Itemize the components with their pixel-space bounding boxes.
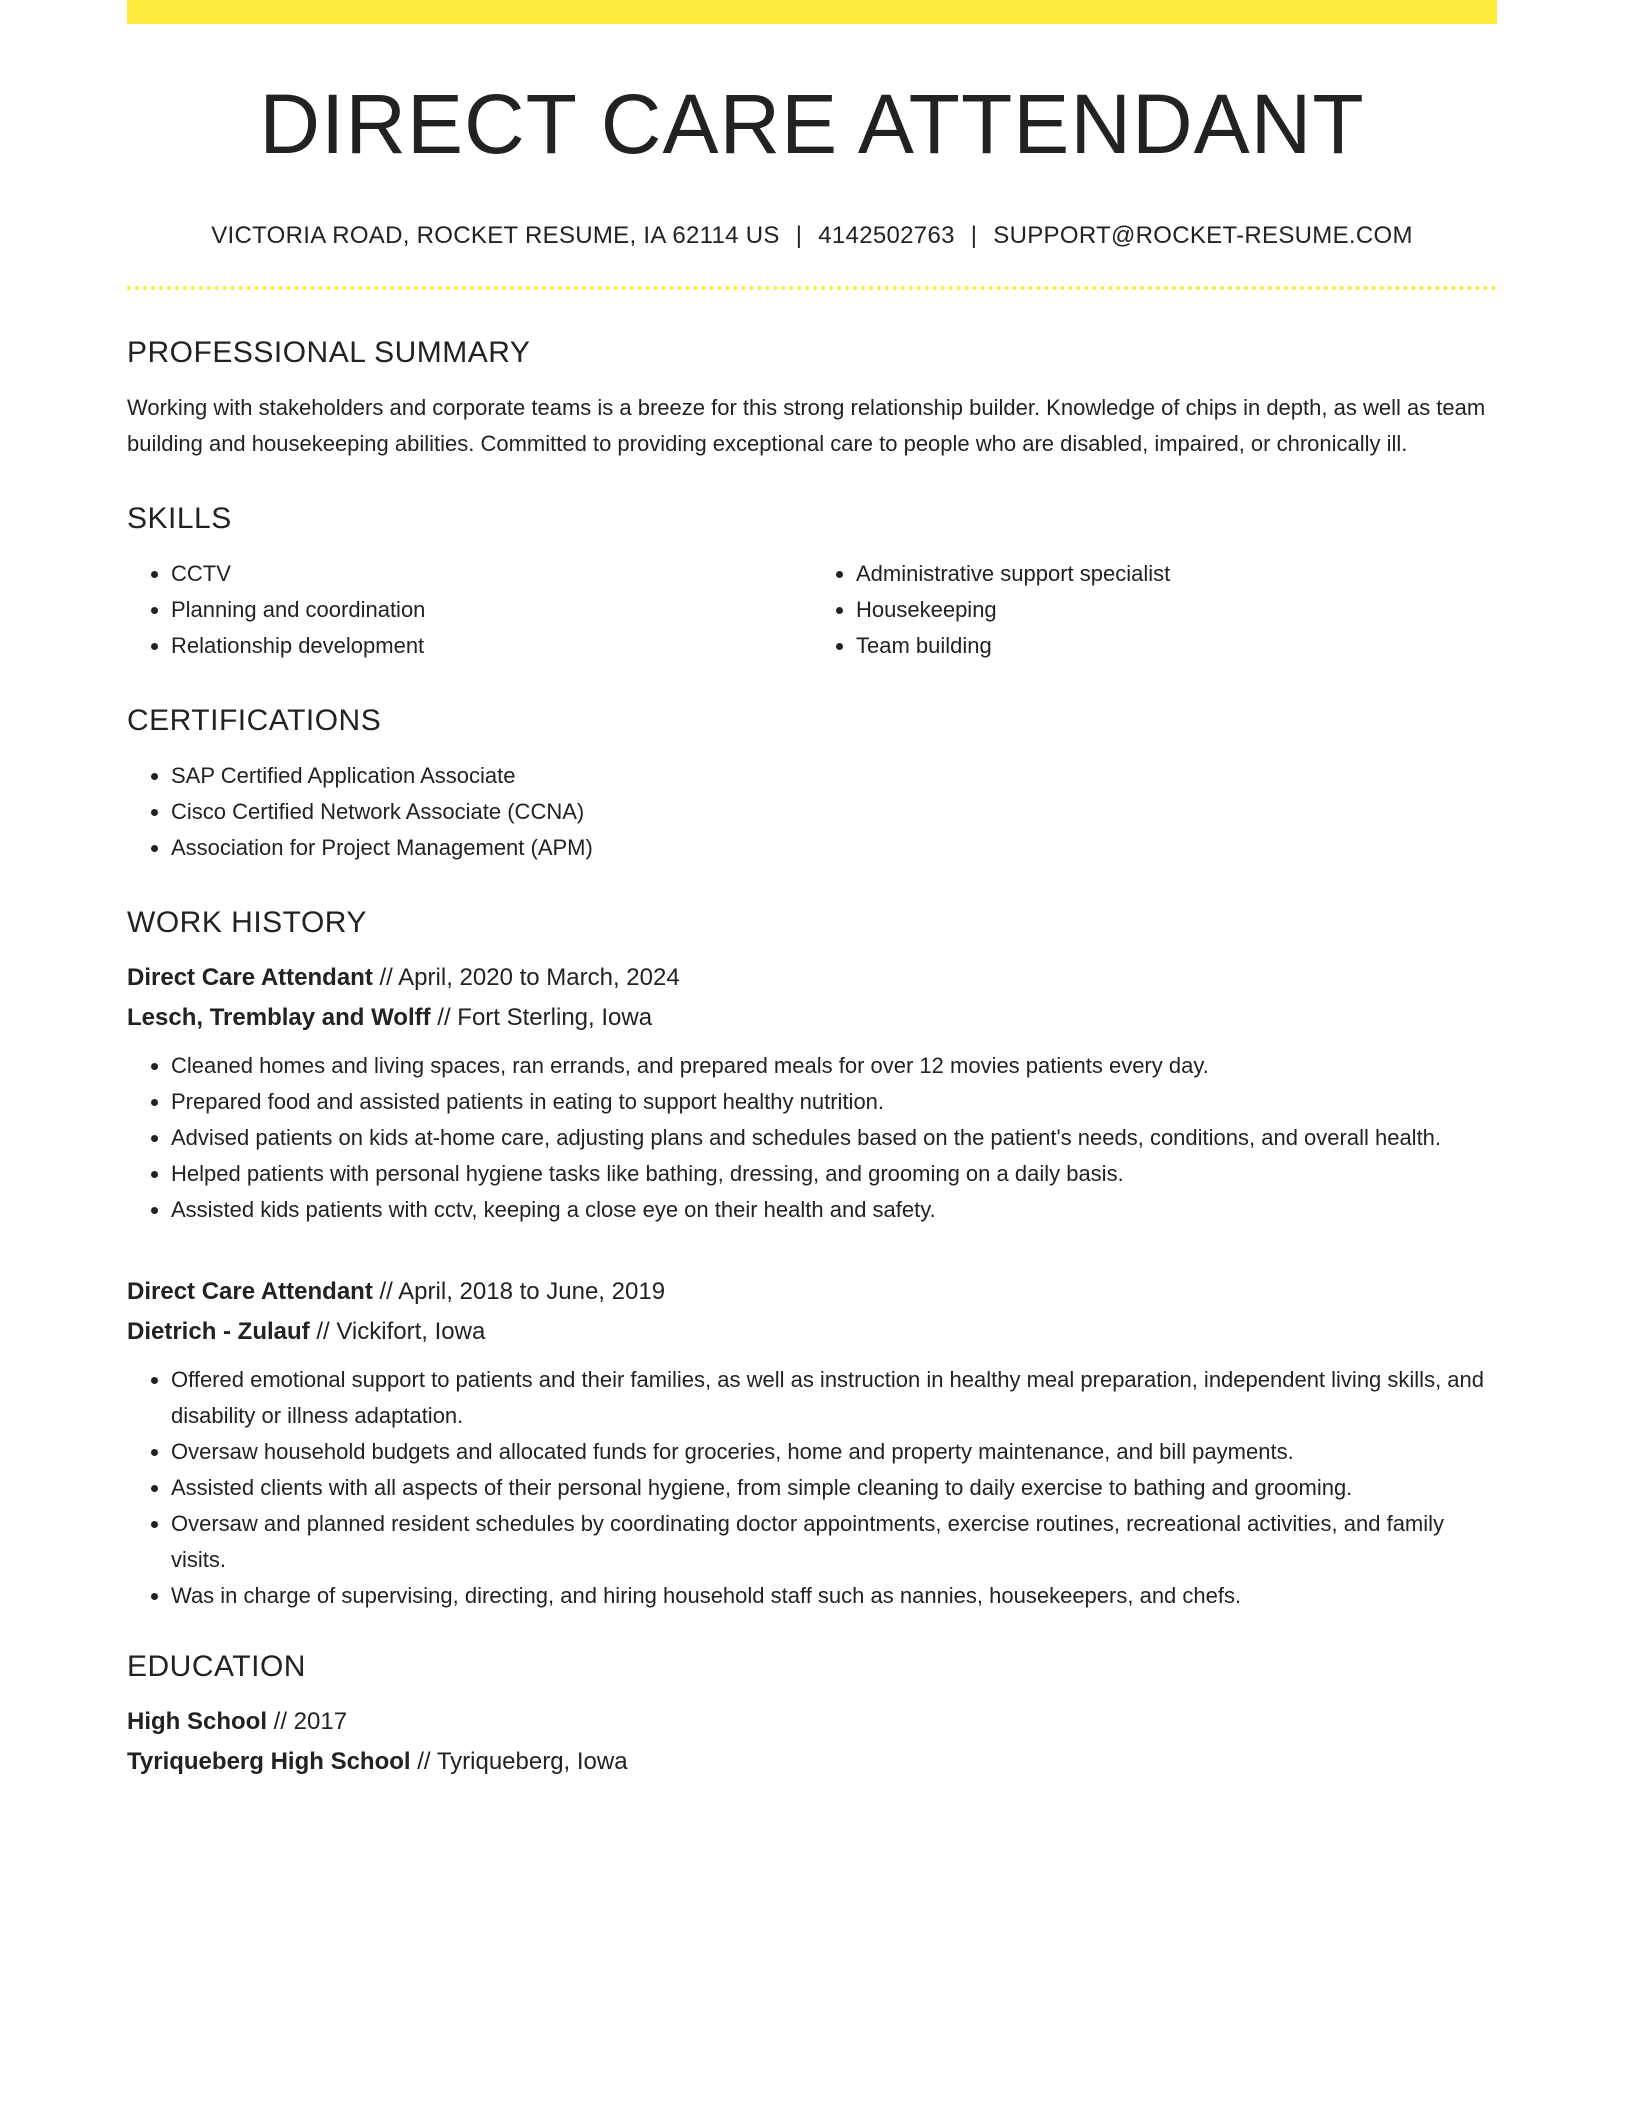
contact-address: VICTORIA ROAD, ROCKET RESUME, IA 62114 US xyxy=(211,222,780,250)
skill-item: • Housekeeping xyxy=(856,592,1497,628)
job-company: Lesch, Tremblay and Wolff xyxy=(127,1004,431,1032)
skills-section xyxy=(127,502,1497,664)
job-title-line xyxy=(127,958,1497,998)
skills-list-left xyxy=(127,556,812,664)
education-location: // Tyriqueberg, Iowa xyxy=(410,1748,628,1776)
job-company-line xyxy=(127,1312,1497,1352)
job-bullet: • Offered emotional support to patients and their families, as well as instruction in healthy meal preparation, independent living skills, and disability or illness adaptation. xyxy=(171,1362,1497,1434)
summary-heading: PROFESSIONAL SUMMARY xyxy=(127,336,531,370)
certification-item: • Cisco Certified Network Associate (CCNA) xyxy=(171,794,1497,830)
work-history-heading: WORK HISTORY xyxy=(127,906,367,940)
contact-phone: 4142502763 xyxy=(818,222,955,250)
job-title: Direct Care Attendant xyxy=(127,1278,373,1306)
skill-item: • Planning and coordination xyxy=(171,592,812,628)
certification-item: • Association for Project Management (APM) xyxy=(171,830,1497,866)
job-dates: // April, 2020 to March, 2024 xyxy=(372,964,680,992)
job-dates: // April, 2018 to June, 2019 xyxy=(372,1278,666,1306)
certifications-section xyxy=(127,704,1497,866)
job-bullet: • Assisted clients with all aspects of their personal hygiene, from simple cleaning to daily exercise to bathing and grooming. xyxy=(171,1470,1497,1506)
work-history-section xyxy=(127,906,1497,1614)
job-title-line xyxy=(127,1272,1497,1312)
education-school: Tyriqueberg High School xyxy=(127,1748,411,1776)
certifications-list xyxy=(127,758,1497,866)
contact-email: SUPPORT@ROCKET-RESUME.COM xyxy=(993,222,1413,250)
education-entry xyxy=(127,1702,1497,1782)
contact-separator: | xyxy=(795,222,803,250)
job-bullet: • Prepared food and assisted patients in eating to support healthy nutrition. xyxy=(171,1084,1497,1120)
contact-line xyxy=(127,222,1497,250)
education-heading: EDUCATION xyxy=(127,1650,306,1684)
job-bullet-list xyxy=(127,1362,1497,1614)
job-bullet: • Assisted kids patients with cctv, keeping a close eye on their health and safety. xyxy=(171,1192,1497,1228)
skill-item: • Team building xyxy=(856,628,1497,664)
job-bullet: • Helped patients with personal hygiene tasks like bathing, dressing, and grooming on a daily basis. xyxy=(171,1156,1497,1192)
job-entry xyxy=(127,1272,1497,1614)
skill-item: • Administrative support specialist xyxy=(856,556,1497,592)
job-entry xyxy=(127,958,1497,1228)
job-bullet: • Advised patients on kids at-home care, adjusting plans and schedules based on the patient's needs, conditions, and overall health. xyxy=(171,1120,1497,1156)
job-bullet: • Oversaw household budgets and allocated funds for groceries, home and property maintenance, and bill payments. xyxy=(171,1434,1497,1470)
resume-title: DIRECT CARE ATTENDANT xyxy=(259,77,1365,171)
education-degree: High School xyxy=(127,1708,267,1736)
skills-list-right xyxy=(812,556,1497,664)
summary-section xyxy=(127,336,1497,462)
skill-item: • Relationship development xyxy=(171,628,812,664)
certification-item: • SAP Certified Application Associate xyxy=(171,758,1497,794)
job-bullet: • Was in charge of supervising, directing, and hiring household staff such as nannies, housekeepers, and chefs. xyxy=(171,1578,1497,1614)
certifications-heading: CERTIFICATIONS xyxy=(127,704,382,738)
job-bullet-list xyxy=(127,1048,1497,1228)
header-divider xyxy=(127,286,1497,290)
resume-page xyxy=(127,0,1497,1782)
job-location: // Fort Sterling, Iowa xyxy=(430,1004,653,1032)
education-degree-line xyxy=(127,1702,1497,1742)
education-year: // 2017 xyxy=(267,1708,348,1736)
job-title: Direct Care Attendant xyxy=(127,964,373,992)
job-location: // Vickifort, Iowa xyxy=(309,1318,486,1346)
top-accent-bar xyxy=(127,0,1497,24)
skill-item: • CCTV xyxy=(171,556,812,592)
skills-columns xyxy=(127,556,1497,664)
summary-text: Working with stakeholders and corporate teams is a breeze for this strong relationship builder. Knowledge of chips in depth, as well as team building and housekeeping abilities. Committed to providing exceptional care to people who are disabled, impaired, or chronically ill. xyxy=(127,395,1486,457)
education-section xyxy=(127,1650,1497,1782)
job-company-line xyxy=(127,998,1497,1038)
job-bullet: • Cleaned homes and living spaces, ran errands, and prepared meals for over 12 movies patients every day. xyxy=(171,1048,1497,1084)
job-company: Dietrich - Zulauf xyxy=(127,1318,310,1346)
job-bullet: • Oversaw and planned resident schedules by coordinating doctor appointments, exercise routines, recreational activities, and family visits. xyxy=(171,1506,1497,1578)
skills-heading: SKILLS xyxy=(127,502,232,536)
education-school-line xyxy=(127,1742,1497,1782)
contact-separator: | xyxy=(970,222,978,250)
